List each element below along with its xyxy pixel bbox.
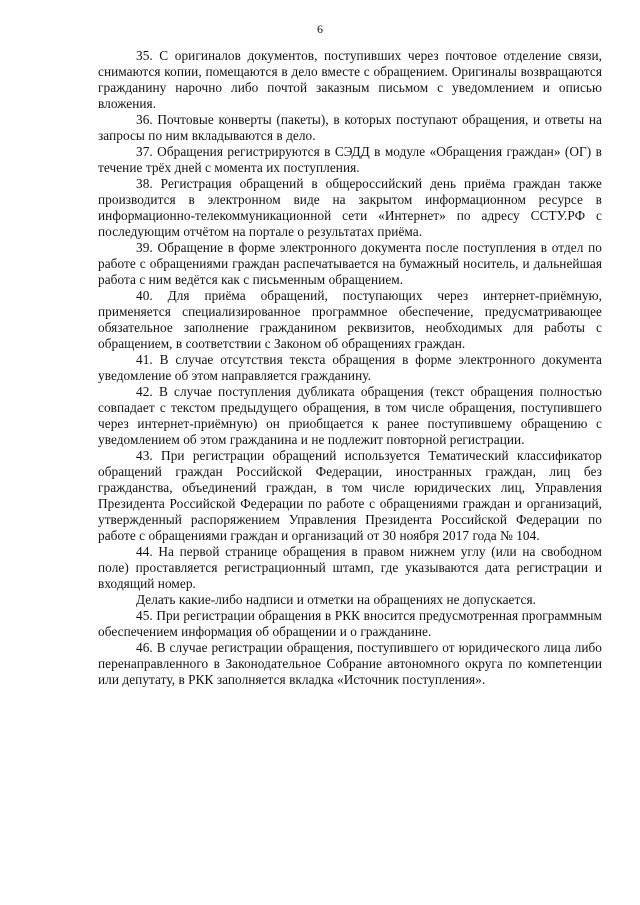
paragraph-39: 39. Обращение в форме электронного документа после поступления в отдел по работе с обращениями граждан распечатывается на бумажный носитель, и дальнейшая работа с ним ведётся как с письменным обращением. <box>98 240 602 287</box>
paragraph-41: 41. В случае отсутствия текста обращения в форме электронного документа уведомление об этом направляется гражданину. <box>98 352 602 383</box>
paragraph-43: 43. При регистрации обращений используется Тематический классификатор обращений граждан Российской Федерации, иностранных граждан, лиц без гражданства, объединений граждан, в том числе юридических лиц, Управления Президента Российской Федерации по работе с обращениями граждан и организаций, утвержденный распоряжением Управления Президента Российской Федерации по работе с обращениями граждан и организаций от 30 ноября 2017 года № 104. <box>98 448 602 543</box>
paragraph-46: 46. В случае регистрации обращения, поступившего от юридического лица либо перенаправленного в Законодательное Собрание автономного округа по компетенции или депутату, в РКК заполняется вкладка «Источник поступления». <box>98 640 602 687</box>
paragraph-37: 37. Обращения регистрируются в СЭДД в модуле «Обращения граждан» (ОГ) в течение трёх дней с момента их поступления. <box>98 144 602 175</box>
paragraph-38: 38. Регистрация обращений в общероссийский день приёма граждан также производится в электронном виде на закрытом информационном ресурсе в информационно-телекоммуникационной сети «Интернет» по адресу ССТУ.РФ с последующим отчётом на портале о результатах приёма. <box>98 176 602 239</box>
paragraph-36: 36. Почтовые конверты (пакеты), в которых поступают обращения, и ответы на запросы по ним вкладываются в дело. <box>98 112 602 143</box>
paragraph-44: 44. На первой странице обращения в правом нижнем углу (или на свободном поле) проставляется регистрационный штамп, где указываются дата регистрации и входящий номер. <box>98 544 602 591</box>
paragraph-40: 40. Для приёма обращений, поступающих через интернет-приёмную, применяется специализированное программное обеспечение, предусматривающее обязательное заполнение гражданином реквизитов, необходимых для работы с обращением, в соответствии с Законом об обращениях граждан. <box>98 288 602 351</box>
paragraph-44-note: Делать какие-либо надписи и отметки на обращениях не допускается. <box>136 592 537 607</box>
page-number: 6 <box>317 22 323 36</box>
document-body <box>98 48 602 688</box>
paragraph-35: 35. С оригиналов документов, поступивших через почтовое отделение связи, снимаются копии, помещаются в дело вместе с обращением. Оригиналы возвращаются гражданину нарочно либо почтой заказным письмом с уведомлением и описью вложения. <box>98 48 602 111</box>
paragraph-42: 42. В случае поступления дубликата обращения (текст обращения полностью совпадает с текстом предыдущего обращения, в том числе обращения, поступившего через интернет-приёмную) он приобщается к ранее поступившему обращению с уведомлением об этом гражданина и не подлежит повторной регистрации. <box>98 384 602 447</box>
paragraph-45: 45. При регистрации обращения в РКК вносится предусмотренная программным обеспечением информация об обращении и о гражданине. <box>98 608 602 639</box>
